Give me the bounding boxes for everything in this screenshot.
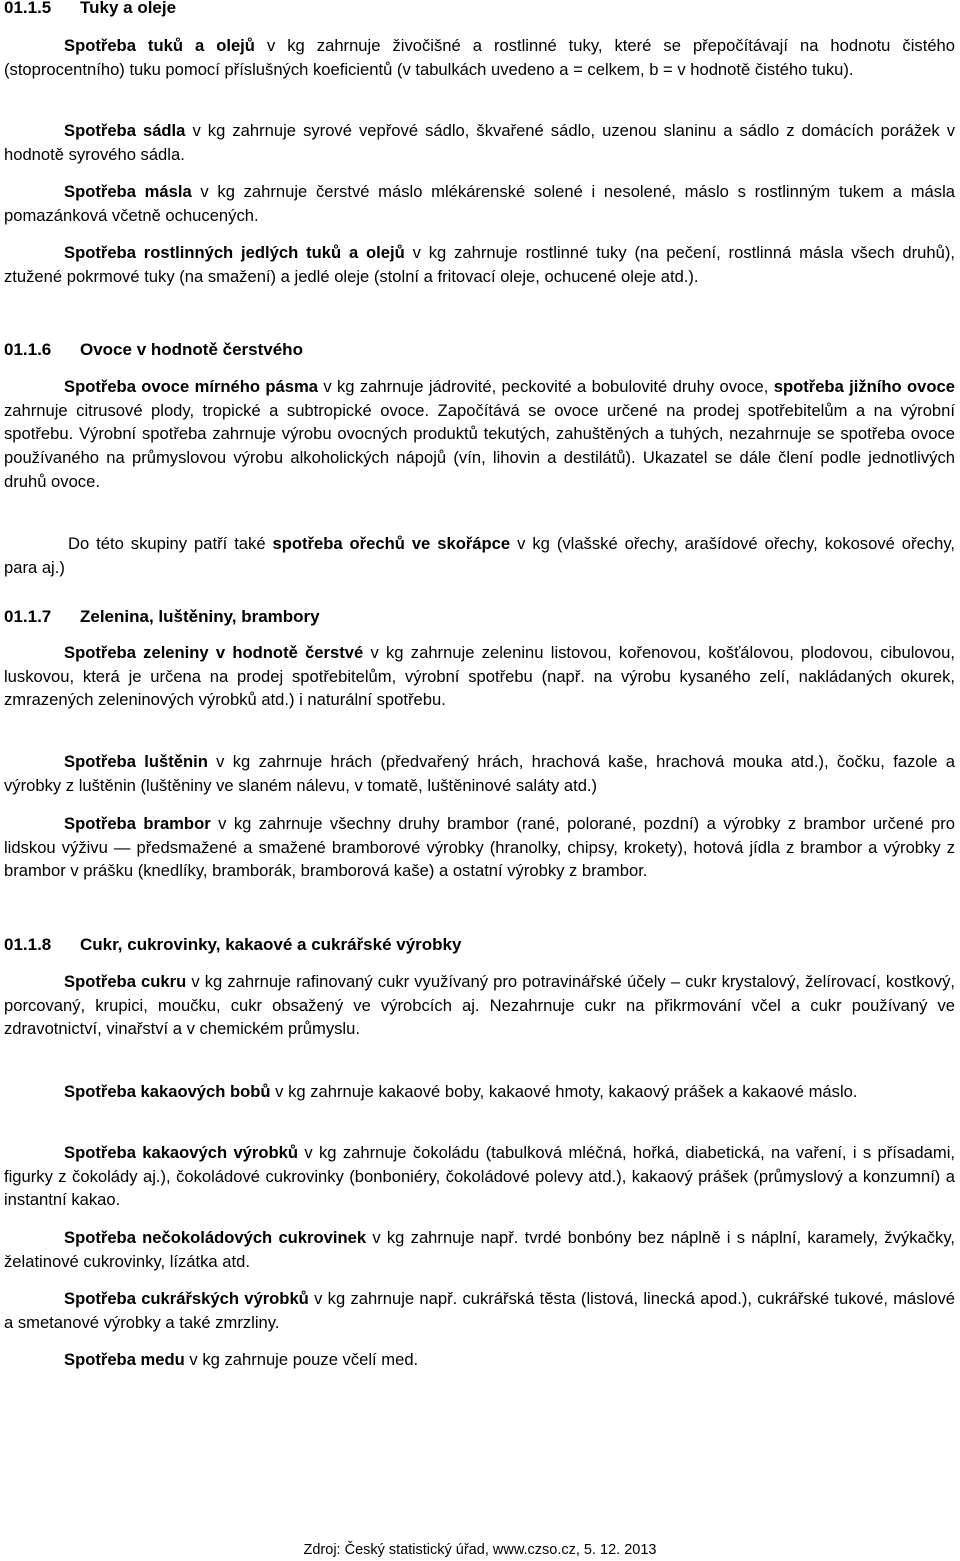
term: Spotřeba brambor [64,814,211,833]
term: Spotřeba sádla [64,121,186,140]
paragraph-text: v kg zahrnuje např. tvrdé bonbóny bez náplně i s náplní, karamely, žvýkačky, želatinové cukrovinky, lízátka atd. [4,1228,955,1271]
paragraph-text: v kg zahrnuje pouze včelí med. [184,1350,419,1369]
term: Spotřeba cukrářských výrobků [64,1289,309,1308]
paragraph-text: v kg zahrnuje např. cukrářská těsta (listová, linecká apod.), cukrářské tukové, máslové a smetanové výrobky a také zmrzliny. [4,1289,955,1332]
section-title: Cukr, cukrovinky, kakaové a cukrářské výrobky [80,935,462,954]
section-heading-01-1-7 [4,607,320,627]
paragraph [4,812,955,883]
section-number: 01.1.8 [4,935,52,954]
paragraph-text: v kg zahrnuje hrách (předvařený hrách, hrachová kaše, hrachová mouka atd.), čočku, fazole a výrobky z luštěnin (luštěniny ve slaném nálevu, v tomatě, luštěninové saláty atd.) [4,752,956,795]
term: spotřeba ořechů ve skořápce [272,534,511,553]
section-number: 01.1.6 [4,340,52,359]
term: Spotřeba tuků a olejů [64,36,255,55]
term: Spotřeba másla [64,182,192,201]
section-title: Ovoce v hodnotě čerstvého [80,340,303,359]
paragraph [4,1080,955,1104]
section-title: Zelenina, luštěniny, brambory [80,607,320,626]
paragraph [4,1226,955,1273]
paragraph-text: v kg (vlašské ořechy, arašídové ořechy, kokosové ořechy, para aj.) [4,534,955,577]
term: Spotřeba zeleniny v hodnotě čerstvé [64,643,364,662]
paragraph-text: v kg zahrnuje zeleninu listovou, kořenovou, košťálovou, plodovou, cibulovou, luskovou, která je určena na prodej spotřebitelům, výrobní spotřebu (např. na výrobu kysaného zelí, nakládaných okurek, zmrazených zeleninových výrobků atd.) i naturální spotřebu. [4,643,955,710]
paragraph-text: v kg zahrnuje čerstvé máslo mlékárenské solené i nesolené, máslo s rostlinným tukem a másla pomazánková včetně ochucených. [4,182,955,225]
section-heading-01-1-6 [4,340,303,360]
paragraph [4,1141,955,1212]
paragraph [4,34,955,81]
paragraph [4,1287,955,1334]
section-heading-01-1-5 [4,0,176,18]
paragraph [4,641,955,712]
term: Spotřeba kakaových výrobků [64,1143,299,1162]
term: spotřeba jižního ovoce [773,377,955,396]
paragraph [4,532,955,579]
paragraph-text: v kg zahrnuje čokoládu (tabulková mléčná, hořká, diabetická, na vaření, i s přísadami, figurky z čokolády aj.), čokoládové cukrovinky (bonboniéry, čokoládové polevy atd.), kakaový prášek (průmyslový a konzumní) a instantní kakao. [4,1143,955,1210]
section-number: 01.1.5 [4,0,52,17]
paragraph-text: Do této skupiny patří také [68,534,273,553]
paragraph [4,970,955,1041]
term: Spotřeba luštěnin [64,752,208,771]
section-number: 01.1.7 [4,607,52,626]
term: Spotřeba cukru [64,972,187,991]
section-heading-01-1-8 [4,935,461,955]
term: Spotřeba ovoce mírného pásma [64,377,318,396]
footer-source [0,1541,960,1559]
paragraph-text: v kg zahrnuje rostlinné tuky (na pečení, rostlinná másla všech druhů), ztužené pokrmové tuky (na smažení) a jedlé oleje (stolní a fritovací oleje, ochucené oleje atd.). [4,243,956,286]
paragraph [4,180,955,227]
source-text: Zdroj: Český statistický úřad, www.czso.cz, 5. 12. 2013 [303,1542,657,1558]
paragraph-text: v kg zahrnuje jádrovité, peckovité a bobulovité druhy ovoce, [317,377,774,396]
paragraph-text: v kg zahrnuje syrové vepřové sádlo, škvařené sádlo, uzenou slaninu a sádlo z domácích porážek v hodnotě syrového sádla. [4,121,955,164]
paragraph [4,119,955,166]
paragraph-text: zahrnuje citrusové plody, tropické a subtropické ovoce. Započítává se ovoce určené na prodej spotřebitelům a na výrobní spotřebu. Výrobní spotřeba zahrnuje výrobu ovocných produktů tekutých, zahuštěných a tuhých, nezahrnuje se spotřeba ovoce používaného na průmyslovou výrobu alkoholických nápojů (vín, lihovin a destilátů). Ukazatel se dále člení podle jednotlivých druhů ovoce. [4,400,955,491]
paragraph-text: v kg zahrnuje rafinovaný cukr využívaný pro potravinářské účely – cukr krystalový, želírovací, kostkový, porcovaný, krupici, moučku, cukr obsažený ve výrobcích aj. Nezahrnuje cukr na přikrmování včel a cukr používaný ve zdravotnictví, vinařství a v chemickém průmyslu. [4,972,955,1039]
term: Spotřeba medu [64,1350,185,1369]
paragraph-text: v kg zahrnuje kakaové boby, kakaové hmoty, kakaový prášek a kakaové máslo. [270,1082,858,1101]
term: Spotřeba nečokoládových cukrovinek [64,1228,367,1247]
paragraph-text: v kg zahrnuje živočišné a rostlinné tuky, které se přepočítávají na hodnotu čistého (stoprocentního) tuku pomocí příslušných koeficientů (v tabulkách uvedeno a = celkem, b = v hodnotě čistého tuku). [4,36,955,79]
paragraph [4,1348,955,1372]
term: Spotřeba rostlinných jedlých tuků a olejů [64,243,405,262]
paragraph [4,375,955,494]
term: Spotřeba kakaových bobů [64,1082,271,1101]
section-title: Tuky a oleje [80,0,177,17]
paragraph-text: v kg zahrnuje všechny druhy brambor (rané, polorané, pozdní) a výrobky z brambor určené pro lidskou výživu — předsmažené a smažené bramborové výrobky (hranolky, chipsy, krokety), hotová jídla z brambor a výrobky z brambor v prášku (knedlíky, bramborák, bramborová kaše) a ostatní výrobky z brambor. [4,814,955,881]
paragraph [4,750,955,797]
paragraph [4,241,955,288]
